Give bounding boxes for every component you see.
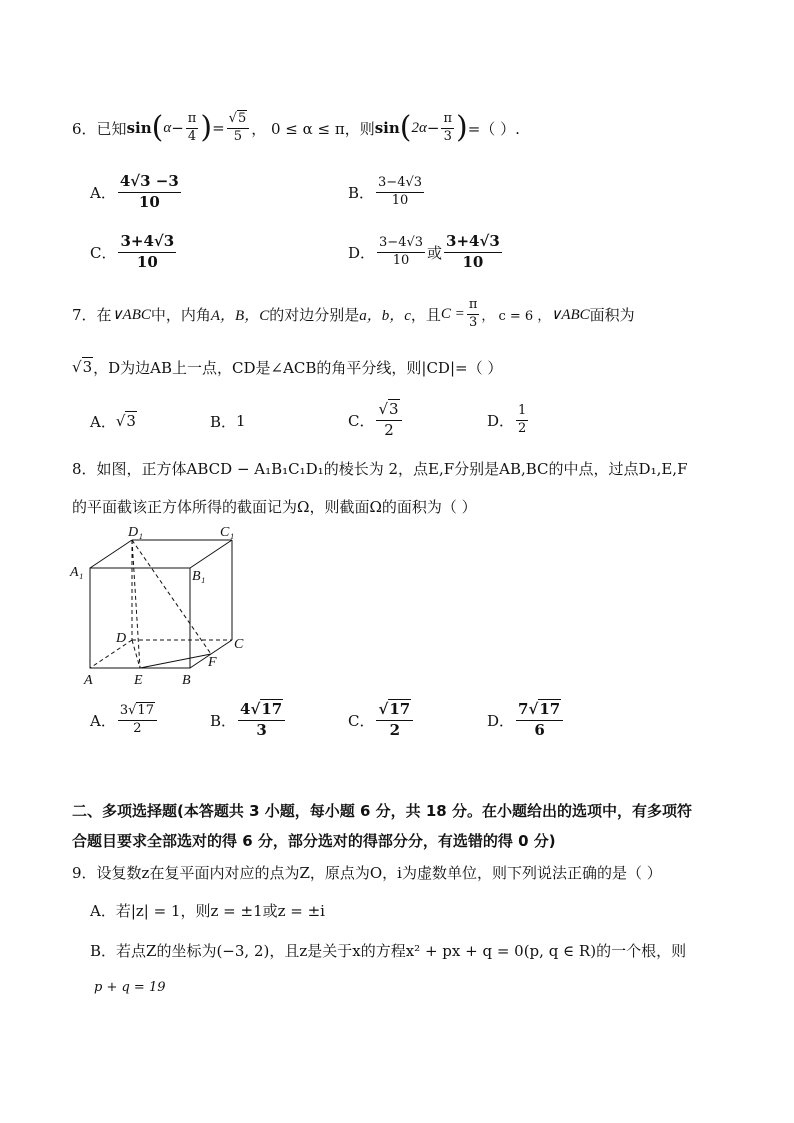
label-c: C — [234, 637, 244, 652]
q6-option-a[interactable]: A． $\frac{4√3 -3}{10}$ — [90, 172, 179, 211]
q6-sin: sin — [126, 119, 152, 137]
line-d1f — [132, 540, 211, 654]
q8-option-a[interactable]: A． $\frac{3√17}{2}$ — [90, 698, 159, 742]
edge-a1d1 — [90, 540, 132, 568]
q6-eq: = — [212, 119, 225, 137]
q6-two-alpha: 2α — [411, 119, 427, 136]
q6-option-c[interactable]: C． $\frac{3+4√3}{10}$ — [90, 232, 175, 271]
label-b: B — [182, 673, 191, 688]
section-heading-line2: 合题目要求全部选对的得 6 分，部分选对的得部分分，有选错的得 0 分) — [72, 832, 556, 850]
label-a1: A₁ — [70, 565, 84, 580]
q7-option-a[interactable]: A． √3 — [90, 412, 136, 431]
q7-option-d[interactable]: D． $\frac{1}{2}$ — [487, 402, 527, 436]
q9-option-b-line2: p + q = 19 — [94, 980, 166, 995]
q6-prefix: 已知 — [96, 119, 127, 138]
q6-option-b[interactable]: B． $\frac{3-4√3}{10}$ — [348, 174, 423, 208]
section-heading-line1: 二、多项选择题(本答题共 3 小题，每小题 6 分，共 18 分。在小题给出的选项中，有多项符 — [72, 802, 692, 820]
q6-number: 6． — [72, 119, 97, 138]
edge-b1c1 — [190, 540, 232, 568]
q7-option-b[interactable]: B． 1 — [210, 412, 246, 431]
q8-line2: 的平面截该正方体所得的截面记为Ω，则截面Ω的面积为（ ） — [72, 498, 477, 516]
label-e: E — [134, 673, 143, 688]
q9-stem: 9．设复数z在复平面内对应的点为Z，原点为O，i为虚数单位，则下列说法正确的是（ ） — [72, 864, 662, 882]
line-d1e — [132, 540, 140, 668]
q6-alpha: α — [163, 119, 172, 136]
label-d1: D₁ — [128, 525, 143, 540]
q6-sqrt5-over-5: $\frac{√5}{5}$ — [227, 112, 250, 145]
q6-pi-over-3: $\frac{\pi}{3}$ — [443, 110, 453, 144]
q6-rparen: ) — [200, 110, 213, 145]
label-c1: C₁ — [220, 525, 235, 540]
q6-lparen: ( — [151, 110, 164, 145]
q8-option-d[interactable]: D． $\frac{7√17}{6}$ — [487, 698, 565, 742]
q7-line2: √3 ，D为边AB上一点，CD是∠ACB的角平分线，则|CD|=（ ） — [72, 358, 503, 377]
label-d: D — [116, 631, 127, 646]
q6-option-d[interactable]: D． $\frac{3-4√3}{10}$ 或 $\frac{3+4√3}{10}$ — [348, 232, 500, 271]
q8-option-c[interactable]: C． $\frac{√17}{2}$ — [348, 698, 415, 742]
q6-range: ， 0 ≤ α ≤ π，则 — [251, 119, 375, 138]
label-b1: B₁ — [192, 569, 206, 584]
q8-option-b[interactable]: B． $\frac{4√17}{3}$ — [210, 698, 287, 742]
label-a: A — [84, 673, 93, 688]
q6-pi-over-4: $\frac{\pi}{4}$ — [187, 110, 197, 144]
q6-minus: − — [171, 119, 184, 137]
q6-sin2: sin — [374, 119, 400, 137]
q7-option-c[interactable]: C． $\frac{√3}{2}$ — [348, 398, 404, 442]
front-face — [90, 568, 190, 668]
q8-line1: 8．如图，正方体ABCD − A₁B₁C₁D₁的棱长为 2，点E,F分别是AB,BC的中点，过点D₁,E,F — [72, 460, 688, 478]
q7-triangle: ∨ABC — [111, 306, 151, 323]
label-f: F — [208, 655, 217, 670]
q7-line1: 7．在 ∨ABC 中，内角 A，B，C 的对边分别是 a，b，c ，且 C = $\frac{\pi}{3}$ ， c = 6 ， ∨ABC 面积为 — [72, 296, 635, 330]
q9-option-a[interactable]: A．若|z| = 1，则z = ±1或z = ±i — [90, 902, 325, 920]
q7-pi-over-3: $\frac{\pi}{3}$ — [468, 296, 478, 330]
q6-tail: =（ ）. — [467, 119, 520, 138]
cube-figure — [68, 522, 258, 690]
q9-option-b-line1[interactable]: B．若点Z的坐标为(−3, 2)，且z是关于x的方程x² + px + q = 0(p, q ∈ R)的一个根，则 — [90, 942, 687, 960]
q6-stem: 6． 已知 sin ( α − $\frac{\pi}{4}$ ) = $\frac{√5}{5}$ ， 0 ≤ α ≤ π，则 sin ( 2α − $\frac{\pi}{3}$ ) =（ ）. — [72, 110, 520, 145]
